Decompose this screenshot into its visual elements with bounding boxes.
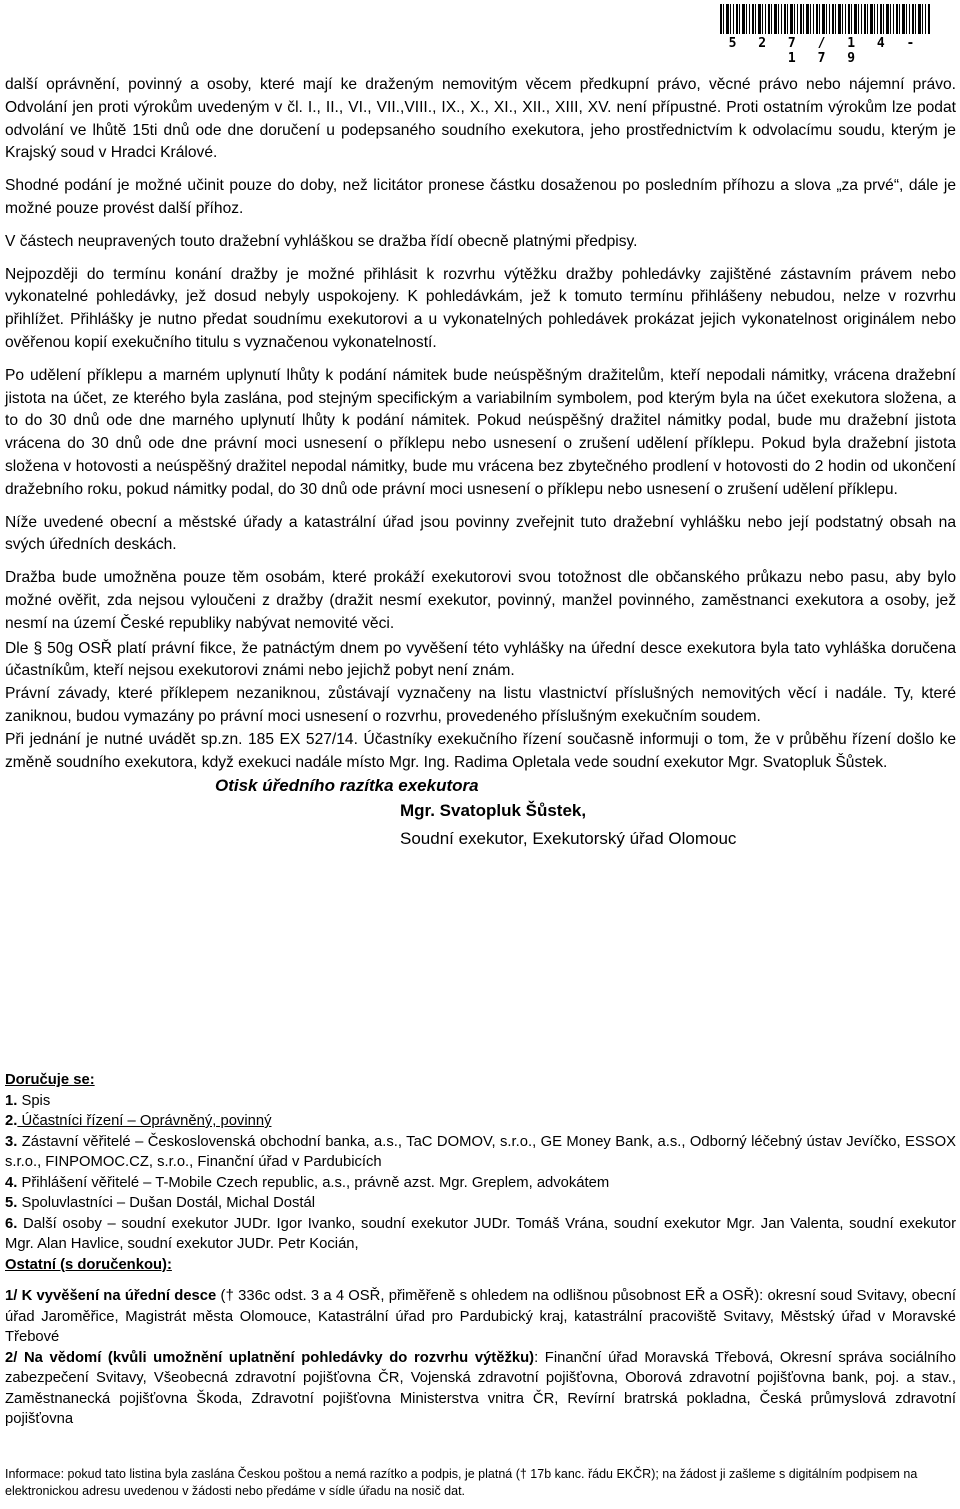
item-number: 6.	[5, 1215, 18, 1232]
distribution-heading: Doručuje se:	[5, 1072, 95, 1088]
paragraph-file-number: Při jednání je nutné uvádět sp.zn. 185 EX 527/14. Účastníky exekučního řízení současně informuji o tom, že v průběhu řízení došlo ke změně soudního exekutora, když exekuci nadále místo Mgr. Ing. Radima Opletala vede soudní exekutor Mgr. Svatopluk Šůstek.	[5, 730, 956, 771]
posting-entry	[5, 1286, 956, 1348]
stamp-placeholder: Otisk úředního razítka exekutora	[215, 776, 479, 796]
item-number: 1.	[5, 1092, 18, 1109]
distribution-item	[5, 1214, 956, 1255]
item-text: Zástavní věřitelé – Československá obchodní banka, a.s., TaC DOMOV, s.r.o., GE Money Bank, a.s., Odborný léčebný ústav Jevíčko, ESSOX s.r.o., FINPOMOC.CZ, s.r.o., Finanční úřad v Pardubicích	[5, 1133, 956, 1170]
item-number: 5.	[5, 1195, 18, 1211]
paragraph-legal-defects: Právní závady, které příklepem nezaniknou, zůstávají vyznačeny na listu vlastnictví příslušných nemovitých věcí i nadále. Ty, které zaniknou, budou vymazány po právní moci usnesení o rozvrhu, provedeného příslušným exekučním soudem.	[5, 685, 956, 725]
paragraph-appeal: další oprávnění, povinný a osoby, které mají ke draženým nemovitým věcem předkupní právo, věcné právo nebo nájemní právo. Odvolání jen proti výrokům uvedeným v čl. I., II., VI., VII.,VIII., IX., X., XI., XII., XIII, XV. není přípustné. Proti ostatním výrokům lze podat odvolání ve lhůtě 15ti dnů ode dne doručení u podepsaného soudního exekutora, jeho prostřednictvím k odvolacímu soudu, kterým je Krajský soud v Hradci Králové.	[5, 76, 956, 162]
notice-text: : Finanční úřad Moravská Třebová, Okresní správa sociálního zabezpečení Svitavy, Všeobecná zdravotní pojišťovna ČR, Vojenská zdravotní pojišťovna, Oborová zdravotní pojišťovna bank, poj. a stav., Zaměstnanecká pojišťovna Škoda, Zdravotní pojišťovna Ministerstva vnitra ČR, Revírní bratrská pokladna, Česká průmyslová zdravotní pojišťovna	[5, 1349, 956, 1427]
other-heading: Ostatní (s doručenkou):	[5, 1256, 172, 1273]
barcode-icon	[720, 4, 930, 34]
document-body	[5, 74, 956, 854]
item-number: 2.	[5, 1113, 18, 1129]
item-text: Spoluvlastníci – Dušan Dostál, Michal Dostál	[17, 1195, 316, 1211]
item-text: Další osoby – soudní exekutor JUDr. Igor Ivanko, soudní exekutor JUDr. Tomáš Vrána, soudní exekutor Mgr. Jan Valenta, soudní exekutor Mgr. Alan Havlice, soudní exekutor JUDr. Petr Kocián,	[5, 1215, 956, 1252]
notice-label: 2/ Na vědomí (kvůli umožnění uplatnění pohledávky do rozvrhu výtěžku)	[5, 1349, 535, 1366]
item-number: 4.	[5, 1174, 18, 1191]
document-reference: 5 2 7 / 1 4 - 1 7 9	[728, 36, 922, 66]
distribution-item	[5, 1193, 956, 1214]
paragraph-identity: Dražba bude umožněna pouze těm osobám, které prokáží exekutorovi svou totožnost dle občanského průkazu nebo pasu, aby bylo možné ověřit, zda nejsou vyloučeni z dražby (dražit nesmí exekutor, povinný, manžel povinného, zaměstnanci exekutora a osoby, jež nesmí na území České republiky nabývat nemovité věci.	[5, 569, 956, 632]
paragraph-public-boards: Níže uvedené obecní a městské úřady a katastrální úřad jsou povinny zveřejnit tuto dražební vyhlášku nebo její podstatný obsah na svých úředních deskách.	[5, 513, 956, 554]
item-number: 3.	[5, 1133, 18, 1150]
executor-role: Soudní exekutor, Exekutorský úřad Olomouc	[400, 829, 737, 849]
distribution-item	[5, 1132, 956, 1173]
item-text: Spis	[17, 1092, 51, 1109]
distribution-item	[5, 1111, 956, 1132]
paragraph-general-rules: V částech neupravených touto dražební vyhláškou se dražba řídí obecně platnými předpisy.	[5, 232, 638, 250]
executor-name: Mgr. Svatopluk Šůstek,	[400, 801, 587, 821]
paragraph-deposit-return: Po udělení příklepu a marném uplynutí lhůty k podání námitek bude neúspěšným dražitelům, kteří nepodali námitky, vrácena dražební jistota na účet, ze kterého byla zaslána, pod stejným specifickým a variabilním symbolem, pod kterým byla na účet exekutora složena, a to do 30 dnů ode dne marného uplynutí lhůty k podání námitek. Pokud neúspěšný dražitel námitky podal, bude mu dražební jistota vrácena do 30 dnů ode dne právní moci usnesení o příklepu nebo usnesení o zrušení udělení příklepu. Pokud byla dražební jistota složena v hotovosti a neúspěšný dražitel nepodal námitky, bude mu vrácena bez zbytečného prodlení v hotovosti do 2 hodin od ukončení dražebního roku, pokud námitky podal, do 30 dnů ode právní moci usnesení o příklepu nebo usnesení o zrušení udělení příklepu.	[5, 366, 956, 498]
notice-entry	[5, 1348, 956, 1430]
distribution-item	[5, 1091, 956, 1112]
paragraph-legal-fiction: Dle § 50g OSŘ platí právní fikce, že patnáctým dnem po vyvěšení této vyhlášky na úřední desce exekutora byla tato vyhláška doručena účastníkům, kteří nejsou exekutorovi známi nebo jejichž pobyt není znám.	[5, 639, 956, 680]
barcode	[720, 4, 930, 66]
paragraph-equal-bid: Shodné podání je možné učinit pouze do doby, než licitátor pronese částku dosaženou po posledním příhozu a slova „za prvé“, dále je možné pouze provést další příhoz.	[5, 177, 956, 217]
footer-note: Informace: pokud tato listina byla zaslána Českou poštou a nemá razítko a podpis, je platná († 17b kanc. řádu EKČR); na žádost ji zašleme s digitálním podpisem na elektronickou adresu uvedenou v žádosti nebo předáme v sídle úřadu na nosič dat.	[5, 1467, 918, 1498]
distribution-list	[5, 1070, 956, 1430]
distribution-item	[5, 1173, 956, 1194]
signature-block	[5, 774, 956, 854]
paragraph-claims: Nejpozději do termínu konání dražby je možné přihlásit k rozvrhu výtěžku dražby pohledávky zajištěné zástavním právem nebo vykonatelné pohledávky, jež dosud nebyly uspokojeny. K pohledávkám, jež k tomuto termínu přihlášeny nebudou, nelze v rozvrhu přihlížet. Přihlášky je nutno předat soudnímu exekutorovi a u vykonatelných pohledávek prokázat jejich vykonatelnost originálem nebo ověřenou kopií exekučního titulu s vyznačenou vykonatelností.	[5, 265, 956, 351]
item-text: Přihlášení věřitelé – T-Mobile Czech republic, a.s., právně azst. Mgr. Greplem, advokátem	[17, 1174, 610, 1191]
posting-text: († 336c odst. 3 a 4 OSŘ, přiměřeně s ohledem na odlišnou působnost EŘ a OSŘ): okresní soud Svitavy, obecní úřad Jaroměřice, Magistrát města Olomouce, Katastrální úřad pro Pardubický kraj, katastrální pracoviště Svitavy, Městský úřad v Moravské Třebové	[5, 1288, 956, 1345]
item-text: Účastníci řízení – Oprávněný, povinný	[17, 1113, 272, 1129]
posting-label: 1/ K vyvěšení na úřední desce	[5, 1288, 217, 1304]
